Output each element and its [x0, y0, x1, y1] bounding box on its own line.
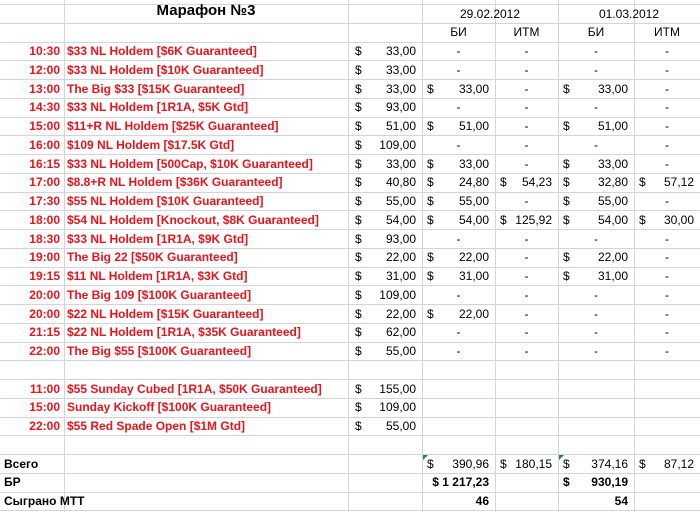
day2-bi-value: 33,00: [597, 156, 628, 171]
sheet-title: Марафон №3: [156, 1, 256, 19]
day2-itm-currency: $: [639, 212, 646, 227]
day2-bi-currency: $: [563, 250, 570, 265]
buyin-currency: $: [355, 250, 362, 265]
buyin-currency: $: [355, 325, 362, 340]
buyin-currency: $: [355, 419, 362, 433]
day2-itm-dash: -: [665, 81, 669, 96]
day1-bi-dash: -: [456, 100, 461, 115]
buyin-currency: $: [355, 231, 362, 246]
buyin-currency: $: [355, 212, 362, 227]
tournament-name: $33 NL Holdem [$6K Guaranteed]: [67, 44, 257, 58]
tournament-name: Sunday Kickoff [$100K Guaranteed]: [67, 400, 272, 415]
tournament-time: 22:00: [29, 419, 60, 433]
tournament-time: 22:00: [29, 344, 60, 358]
day1-bi-value: 31,00: [458, 269, 489, 283]
day2-itm-dash: -: [665, 269, 669, 283]
buyin-currency: $: [355, 194, 362, 208]
tournament-name: The Big 109 [$100K Guaranteed]: [67, 287, 252, 302]
day2-bi-dash: -: [594, 44, 598, 58]
day1-itm-dash: -: [524, 269, 529, 283]
day2-itm-dash: -: [665, 119, 669, 133]
buyin-value: 55,00: [385, 419, 416, 433]
buyin-currency: $: [355, 100, 362, 115]
day2-itm-dash: -: [665, 194, 669, 208]
day1-itm-dash: -: [524, 119, 529, 133]
total-day1-bi-currency: $: [427, 456, 434, 471]
day1-bi-dash: -: [456, 325, 461, 340]
day2-bi-dash: -: [594, 100, 598, 115]
day1-bi-dash: -: [456, 344, 461, 358]
day2-itm-dash: -: [665, 306, 669, 321]
day1-itm-dash: -: [524, 306, 529, 321]
buyin-value: 33,00: [385, 62, 416, 77]
day2-bi-value: 31,00: [597, 269, 628, 283]
buyin-value: 51,00: [385, 119, 416, 133]
buyin-currency: $: [355, 81, 362, 96]
day2-itm-dash: -: [665, 250, 669, 265]
tournament-name: $55 Red Spade Open [$1M Gtd]: [67, 419, 246, 433]
day2-bi-dash: -: [594, 344, 598, 358]
column-header: БИ: [450, 25, 467, 40]
tournament-time: 20:00: [29, 287, 60, 302]
buyin-value: 22,00: [385, 306, 416, 321]
br-day1-value: $ 1 217,23: [432, 475, 489, 490]
buyin-currency: $: [355, 287, 362, 302]
total-day1-bi-value: 390,96: [452, 456, 489, 471]
day1-bi-value: 22,00: [458, 250, 489, 265]
day1-itm-dash: -: [524, 344, 529, 358]
day2-bi-currency: $: [563, 212, 570, 227]
tournament-time: 15:00: [29, 400, 60, 415]
date-header: 01.03.2012: [598, 6, 660, 21]
day2-bi-currency: $: [563, 119, 570, 133]
date-header: 29.02.2012: [459, 6, 521, 21]
day1-itm-dash: -: [524, 100, 529, 115]
day2-bi-dash: -: [594, 325, 598, 340]
day1-itm-dash: -: [524, 231, 529, 246]
day2-bi-dash: -: [594, 287, 598, 302]
br-day2-currency: $: [563, 475, 570, 490]
day1-bi-dash: -: [456, 62, 461, 77]
day2-itm-dash: -: [665, 344, 669, 358]
day2-bi-value: 33,00: [597, 81, 628, 96]
day1-bi-value: 24,80: [458, 175, 489, 190]
total-day2-itm-value: 87,12: [663, 456, 694, 471]
tournament-time: 19:00: [29, 250, 60, 265]
total-day1-itm-value: 180,15: [515, 456, 552, 471]
buyin-currency: $: [355, 306, 362, 321]
day2-bi-value: 22,00: [597, 250, 628, 265]
buyin-currency: $: [355, 381, 362, 396]
tournament-time: 17:00: [29, 175, 60, 190]
day2-bi-currency: $: [563, 156, 570, 171]
day2-bi-dash: -: [594, 306, 598, 321]
tournament-time: 16:00: [29, 137, 60, 152]
tournament-time: 17:30: [29, 194, 60, 208]
day2-itm-dash: -: [665, 62, 669, 77]
buyin-currency: $: [355, 44, 362, 58]
tournament-name: The Big $55 [$100K Guaranteed]: [67, 344, 252, 358]
tournament-name: $8.8+R NL Holdem [$36K Guaranteed]: [67, 175, 283, 190]
day1-itm-dash: -: [524, 44, 529, 58]
tournament-time: 11:00: [29, 381, 60, 396]
buyin-currency: $: [355, 175, 362, 190]
tournament-time: 18:30: [29, 231, 60, 246]
buyin-currency: $: [355, 119, 362, 133]
br-label: БР: [4, 475, 21, 490]
tournament-name: $33 NL Holdem [$10K Guaranteed]: [67, 62, 264, 77]
day2-itm-currency: $: [639, 175, 646, 190]
total-day2-itm-currency: $: [639, 456, 646, 471]
buyin-value: 93,00: [385, 231, 416, 246]
buyin-value: 62,00: [385, 325, 416, 340]
day1-bi-value: 33,00: [458, 81, 489, 96]
day1-itm-dash: -: [524, 287, 529, 302]
tournament-time: 15:00: [29, 119, 60, 133]
buyin-currency: $: [355, 156, 362, 171]
day2-itm-dash: -: [665, 231, 669, 246]
tournament-name: $22 NL Holdem [$15K Guaranteed]: [67, 306, 264, 321]
column-header: ИТМ: [513, 25, 540, 40]
day1-itm-dash: -: [524, 325, 529, 340]
played-label: Сыграно МТТ: [4, 494, 85, 508]
tournament-time: 18:00: [29, 212, 60, 227]
day1-bi-currency: $: [427, 156, 434, 171]
tournament-time: 12:00: [29, 62, 60, 77]
buyin-value: 31,00: [385, 269, 416, 283]
tournament-time: 13:00: [29, 81, 60, 96]
day1-bi-dash: -: [456, 137, 461, 152]
total-day1-itm-currency: $: [500, 456, 507, 471]
day2-itm-value: 30,00: [663, 212, 694, 227]
tournament-time: 16:15: [29, 156, 60, 171]
day2-bi-currency: $: [563, 81, 570, 96]
day1-bi-currency: $: [427, 306, 434, 321]
day1-bi-dash: -: [456, 231, 461, 246]
buyin-value: 33,00: [385, 44, 416, 58]
day1-itm-dash: -: [524, 250, 529, 265]
buyin-value: 93,00: [385, 100, 416, 115]
buyin-value: 40,80: [385, 175, 416, 190]
buyin-value: 109,00: [379, 400, 416, 415]
day1-bi-currency: $: [427, 119, 434, 133]
played-day2-value: 54: [614, 494, 628, 508]
day2-bi-value: 51,00: [597, 119, 628, 133]
day2-bi-currency: $: [563, 175, 570, 190]
day1-itm-currency: $: [500, 175, 507, 190]
tournament-name: $55 NL Holdem [$10K Guaranteed]: [67, 194, 264, 208]
tournament-name: $33 NL Holdem [1R1A, $9K Gtd]: [67, 231, 249, 246]
day2-itm-dash: -: [665, 156, 669, 171]
day1-bi-value: 33,00: [458, 156, 489, 171]
tournament-time: 14:30: [29, 100, 60, 115]
tournament-name: $55 Sunday Cubed [1R1A, $50K Guaranteed]: [67, 381, 322, 396]
day2-bi-dash: -: [594, 231, 598, 246]
day1-itm-value: 125,92: [515, 212, 552, 227]
day1-itm-currency: $: [500, 212, 507, 227]
day1-bi-currency: $: [427, 175, 434, 190]
buyin-value: 109,00: [379, 287, 416, 302]
played-day1-value: 46: [475, 494, 489, 508]
buyin-currency: $: [355, 62, 362, 77]
buyin-value: 33,00: [385, 81, 416, 96]
day1-itm-dash: -: [524, 81, 529, 96]
day1-itm-dash: -: [524, 156, 529, 171]
buyin-currency: $: [355, 137, 362, 152]
day2-itm-value: 57,12: [663, 175, 694, 190]
buyin-value: 33,00: [385, 156, 416, 171]
br-day2-value: 930,19: [591, 475, 628, 490]
day1-bi-value: 22,00: [458, 306, 489, 321]
day2-itm-dash: -: [665, 44, 669, 58]
tournament-name: The Big 22 [$50K Guaranteed]: [67, 250, 238, 265]
tournament-name: $109 NL Holdem [$17.5K Gtd]: [67, 137, 235, 152]
day2-bi-value: 55,00: [597, 194, 628, 208]
day1-bi-dash: -: [456, 44, 461, 58]
tournament-time: 21:15: [29, 325, 60, 340]
day1-itm-value: 54,23: [521, 175, 552, 190]
buyin-currency: $: [355, 400, 362, 415]
day1-bi-value: 51,00: [458, 119, 489, 133]
buyin-value: 22,00: [385, 250, 416, 265]
buyin-currency: $: [355, 269, 362, 283]
tournament-name: $22 NL Holdem [1R1A, $35K Guaranteed]: [67, 325, 301, 340]
tournament-name: $33 NL Holdem [1R1A, $5K Gtd]: [67, 100, 249, 115]
buyin-value: 54,00: [385, 212, 416, 227]
day2-itm-dash: -: [665, 100, 669, 115]
day1-itm-dash: -: [524, 62, 529, 77]
tournament-time: 20:00: [29, 306, 60, 321]
day2-bi-dash: -: [594, 62, 598, 77]
buyin-value: 55,00: [385, 194, 416, 208]
day2-itm-dash: -: [665, 325, 669, 340]
day2-itm-dash: -: [665, 287, 669, 302]
day1-itm-dash: -: [524, 194, 529, 208]
day1-bi-currency: $: [427, 269, 434, 283]
total-day2-bi-currency: $: [563, 456, 570, 471]
buyin-value: 55,00: [385, 344, 416, 358]
tournament-name: $33 NL Holdem [500Cap, $10K Guaranteed]: [67, 156, 313, 171]
day1-bi-dash: -: [456, 287, 461, 302]
day2-bi-dash: -: [594, 137, 598, 152]
day1-bi-currency: $: [427, 81, 434, 96]
day2-bi-value: 54,00: [597, 212, 628, 227]
buyin-value: 109,00: [379, 137, 416, 152]
tournament-time: 10:30: [29, 44, 60, 58]
day1-bi-currency: $: [427, 212, 434, 227]
day2-bi-currency: $: [563, 269, 570, 283]
day2-bi-currency: $: [563, 194, 570, 208]
day1-bi-value: 55,00: [458, 194, 489, 208]
day1-bi-value: 54,00: [458, 212, 489, 227]
tournament-time: 19:15: [29, 269, 60, 283]
tournament-name: $54 NL Holdem [Knockout, $8K Guaranteed]: [67, 212, 319, 227]
day1-bi-currency: $: [427, 194, 434, 208]
day1-bi-currency: $: [427, 250, 434, 265]
day1-itm-dash: -: [524, 137, 529, 152]
column-header: ИТМ: [654, 25, 680, 40]
tournament-name: $11 NL Holdem [1R1A, $3K Gtd]: [67, 269, 248, 283]
buyin-value: 155,00: [379, 381, 416, 396]
tournament-name: The Big $33 [$15K Guaranteed]: [67, 81, 245, 96]
day2-itm-dash: -: [665, 137, 669, 152]
buyin-currency: $: [355, 344, 362, 358]
tournament-name: $11+R NL Holdem [$25K Guaranteed]: [67, 119, 279, 133]
day2-bi-value: 32,80: [597, 175, 628, 190]
total-day2-bi-value: 374,16: [591, 456, 628, 471]
total-label: Всего: [4, 456, 39, 471]
column-header: БИ: [587, 25, 605, 40]
